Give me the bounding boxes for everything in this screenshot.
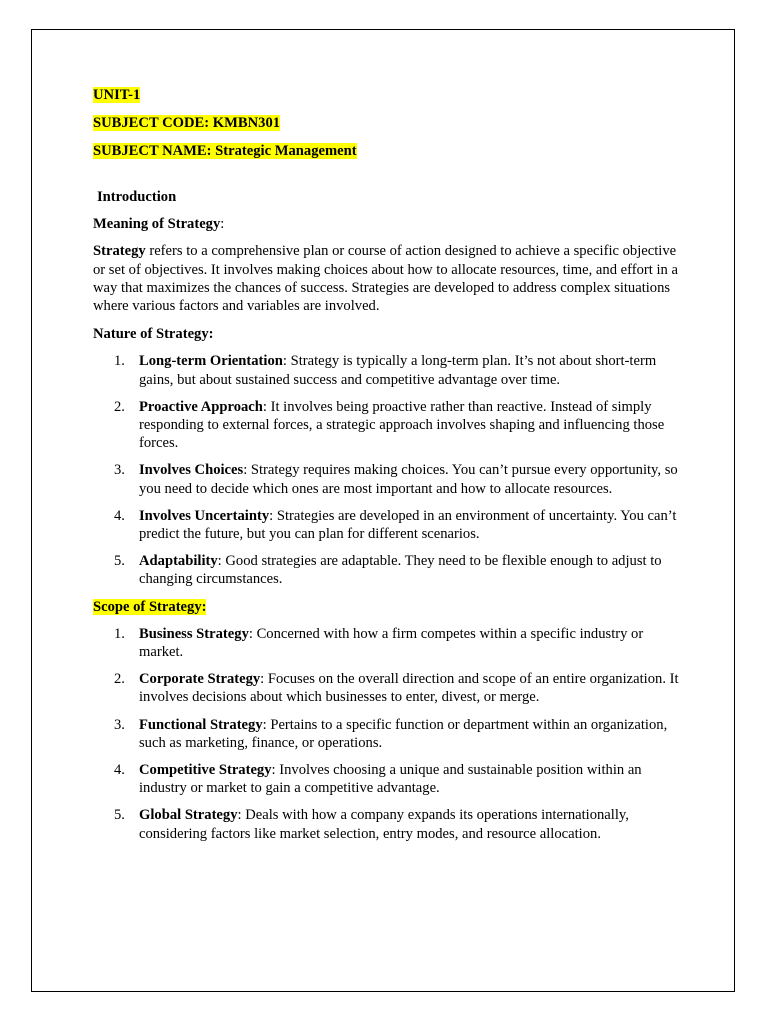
unit-label: UNIT-1 xyxy=(93,87,141,103)
document-body xyxy=(93,86,683,843)
list-text: : Focuses on the overall direction and scope of an entire organization. It involves decisions about which businesses to enter, divest, or merge. xyxy=(139,671,679,706)
introduction-heading: Introduction xyxy=(97,189,177,205)
subject-code-label: SUBJECT CODE: KMBN301 xyxy=(93,115,281,131)
list-text: : Pertains to a specific function or department within an organization, such as marketing, finance, or operations. xyxy=(139,716,668,751)
list-number: 3. xyxy=(114,716,125,733)
list-text: : Involves choosing a unique and sustainable position within an industry or market to gain a competitive advantage. xyxy=(139,762,642,797)
list-item xyxy=(93,716,683,752)
list-number: 2. xyxy=(114,671,125,688)
unit-line xyxy=(93,86,683,105)
list-text: : It involves being proactive rather than reactive. Instead of simply responding to external forces, a strategic approach involves shaping and influencing those forces. xyxy=(139,398,665,452)
list-item xyxy=(93,625,683,661)
list-term: Adaptability xyxy=(139,553,218,570)
list-item xyxy=(93,461,683,497)
strategy-text: refers to a comprehensive plan or course of action designed to achieve a specific objective or set of objectives. It involves making choices about how to allocate resources, time, and effort in a way that maximizes the chances of success. Strategies are developed to address complex situations where various factors and variables are involved. xyxy=(93,243,678,315)
list-item xyxy=(93,761,683,797)
list-item xyxy=(93,806,683,842)
list-term: Long-term Orientation xyxy=(139,353,283,370)
list-term: Functional Strategy xyxy=(139,716,263,733)
scope-heading-line xyxy=(93,598,683,616)
list-number: 4. xyxy=(114,762,125,779)
meaning-heading-line xyxy=(93,215,683,233)
list-number: 3. xyxy=(114,462,125,479)
list-text: : Strategy requires making choices. You can’t pursue every opportunity, so you need to decide which ones are most important and how to allocate resources. xyxy=(139,462,678,497)
list-number: 4. xyxy=(114,507,125,524)
list-text: : Good strategies are adaptable. They need to be flexible enough to adjust to changing circumstances. xyxy=(139,553,662,588)
list-term: Global Strategy xyxy=(139,807,238,824)
list-item xyxy=(93,552,683,588)
subject-code-line xyxy=(93,114,683,133)
list-item xyxy=(93,398,683,453)
strategy-definition xyxy=(93,242,683,315)
meaning-colon: : xyxy=(220,216,225,233)
list-text: : Strategy is typically a long-term plan. It’s not about short-term gains, but about sustained success and competitive advantage over time. xyxy=(139,353,657,388)
list-number: 1. xyxy=(114,625,125,642)
list-number: 1. xyxy=(114,353,125,370)
nature-list xyxy=(93,352,683,588)
list-number: 5. xyxy=(114,807,125,824)
scope-heading: Scope of Strategy: xyxy=(93,598,207,615)
scope-list xyxy=(93,625,683,843)
nature-heading: Nature of Strategy: xyxy=(93,326,214,343)
list-text: : Deals with how a company expands its operations internationally, considering factors like market selection, entry modes, and resource allocation. xyxy=(139,807,629,842)
list-term: Business Strategy xyxy=(139,625,249,642)
list-term: Proactive Approach xyxy=(139,398,263,415)
list-term: Involves Uncertainty xyxy=(139,507,270,524)
subject-name-line xyxy=(93,142,683,161)
list-text: : Concerned with how a firm competes within a specific industry or market. xyxy=(139,625,644,661)
list-term: Competitive Strategy xyxy=(139,762,272,779)
subject-name-label: SUBJECT NAME: Strategic Management xyxy=(93,143,357,159)
list-term: Corporate Strategy xyxy=(139,671,261,688)
list-item xyxy=(93,352,683,388)
strategy-term: Strategy xyxy=(93,243,146,260)
list-term: Involves Choices xyxy=(139,462,244,479)
list-number: 2. xyxy=(114,398,125,415)
list-number: 5. xyxy=(114,553,125,570)
list-item xyxy=(93,507,683,543)
meaning-heading: Meaning of Strategy xyxy=(93,216,221,233)
list-text: : Strategies are developed in an environment of uncertainty. You can’t predict the future, but you can plan for different scenarios. xyxy=(139,507,677,543)
list-item xyxy=(93,670,683,706)
